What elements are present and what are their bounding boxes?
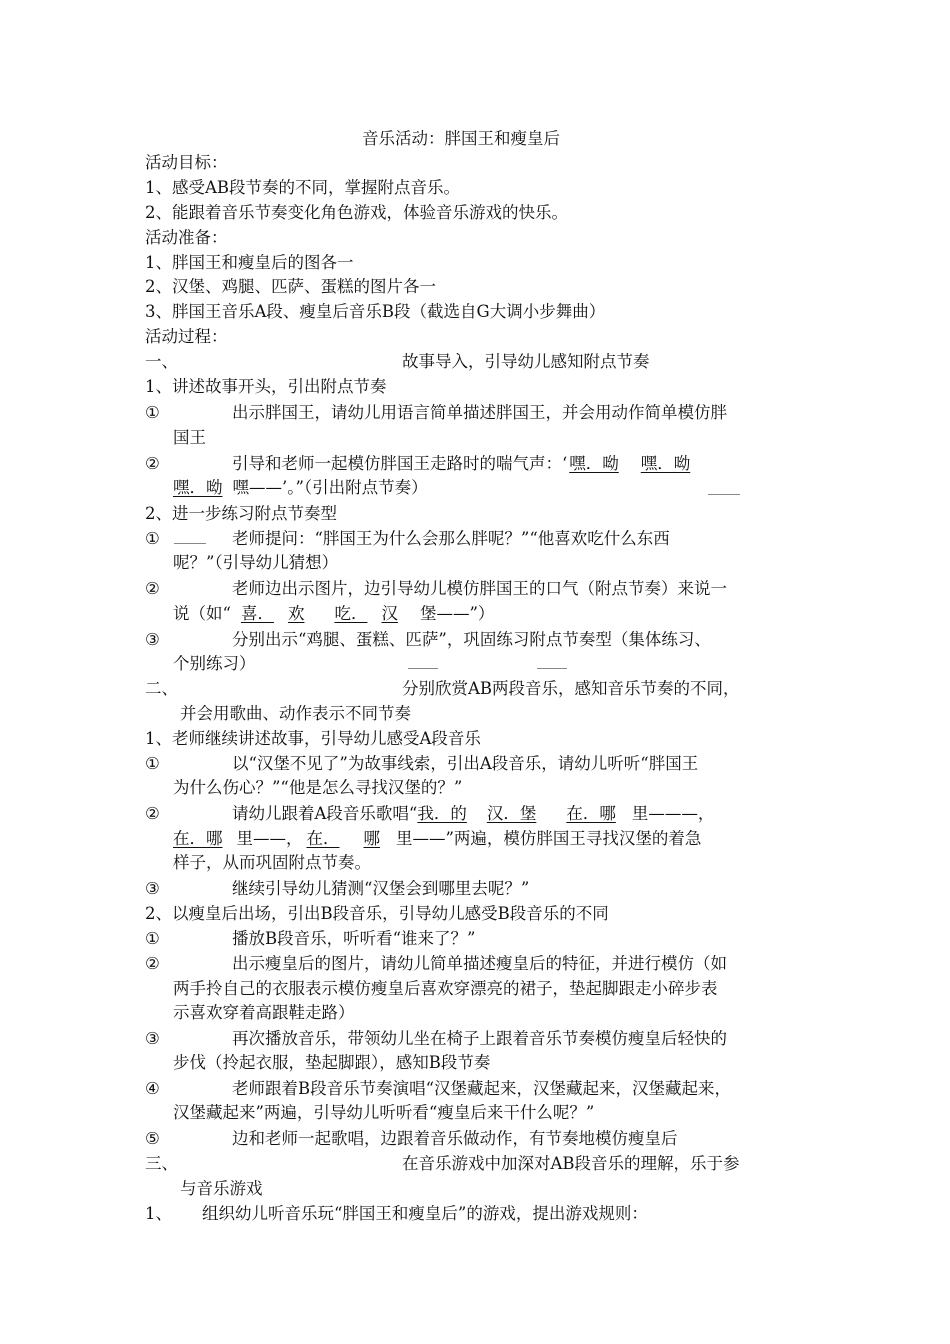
subsection-heading: 2、进一步练习附点节奏型 [145, 504, 337, 523]
step-text: 播放B段音乐，听听看“谁来了？” [232, 929, 476, 948]
step-number: ① [145, 929, 160, 948]
step-text-continued: 样子，从而巩固附点节奏。 [173, 853, 371, 872]
step-number: ① [145, 529, 160, 548]
step-text: 出示瘦皇后的图片，请幼儿简单描述瘦皇后的特征，并进行模仿（如 [232, 954, 727, 973]
goal-item: 1、感受AB段节奏的不同，掌握附点音乐。 [145, 178, 461, 197]
section-heading-continued: 并会用歌曲、动作表示不同节奏 [180, 704, 411, 723]
rhythm-underlined: 汉．堡 [486, 804, 537, 823]
step-text-part: 里——”两遍，模仿胖国王寻找汉堡的着急 [396, 829, 702, 848]
step-text-continued: 为什么伤心？”“他是怎么寻找汉堡的？” [173, 778, 463, 797]
process-heading: 活动过程： [145, 327, 228, 346]
step-number: ③ [145, 879, 160, 898]
rhythm-underlined: 我．的 [417, 804, 467, 823]
step-text-part: 请幼儿跟着A段音乐歌唱“ [232, 804, 418, 823]
step-text-continued: 国王 [173, 428, 206, 447]
subsection-heading: 1、讲述故事开头，引出附点节奏 [145, 377, 387, 396]
blank-line [708, 494, 740, 495]
step-text: 出示胖国王，请幼儿用语言简单描述胖国王，并会用动作简单模仿胖 [232, 403, 727, 422]
step-text-continued: 汉堡藏起来”两遍，引导幼儿听听看“瘦皇后来干什么呢？” [173, 1103, 595, 1122]
step-text: 组织幼儿听音乐玩“胖国王和瘦皇后”的游戏，提出游戏规则： [202, 1204, 648, 1223]
blank-line [408, 668, 438, 669]
step-text-part: ：“胖国王为什么会那么胖呢？”“他喜欢吃什么东西 [298, 529, 670, 548]
step-text-continued [173, 603, 494, 625]
step-number: ② [145, 804, 160, 823]
step-text-continued [173, 828, 701, 850]
prep-item: 2、汉堡、鸡腿、匹萨、蛋糕的图片各一 [145, 277, 436, 296]
rhythm-underlined: 喜． [240, 604, 274, 623]
rhythm-underlined: 嘿．呦 [173, 478, 223, 497]
section-heading-continued: 与音乐游戏 [180, 1179, 263, 1198]
prep-item: 1、胖国王和瘦皇后的图各一 [145, 253, 354, 272]
section-heading: 在音乐游戏中加深对AB段音乐的理解，乐于参 [402, 1154, 740, 1173]
rhythm-underlined: 在．哪 [173, 829, 223, 848]
rhythm-underlined: 嘿．呦 [640, 454, 691, 473]
rhythm-underlined: 吃． [334, 604, 368, 623]
blank-line [537, 668, 567, 669]
rhythm-underlined: 嘿．呦 [569, 454, 619, 473]
step-text: 继续引导幼儿猜测“汉堡会到哪里去呢？” [232, 879, 530, 898]
step-number: ④ [145, 1079, 160, 1098]
step-text: 边和老师一起歌唱，边跟着音乐做动作，有节奏地模仿瘦皇后 [232, 1129, 678, 1148]
step-text-part: 里———， [631, 804, 715, 823]
step-number: 1、 [145, 1204, 172, 1223]
prep-item: 3、胖国王音乐A段、瘦皇后音乐B段（截选自G大调小步舞曲） [145, 302, 606, 321]
step-number: ① [145, 754, 160, 773]
section-number: 二、 [145, 679, 178, 698]
step-text-continued [173, 477, 428, 499]
blank-line [174, 543, 206, 544]
subsection-heading: 1、老师继续讲述故事，引导幼儿感受A段音乐 [145, 729, 481, 748]
step-text-part: 说（如“ [173, 604, 231, 623]
section-number: 三、 [145, 1154, 178, 1173]
step-number: ② [145, 454, 160, 473]
step-text-part: 老师提问 [232, 529, 298, 548]
document-title: 音乐活动：胖国王和瘦皇后 [362, 129, 560, 148]
step-text [232, 528, 670, 550]
step-text-part: 堡——”） [419, 604, 495, 623]
rhythm-underlined: 在．哪 [566, 804, 616, 823]
step-text-continued: 个别练习） [173, 654, 256, 673]
step-text-continued: 示喜欢穿着高跟鞋走路） [173, 1003, 355, 1022]
subsection-heading: 2、以瘦皇后出场，引出B段音乐，引导幼儿感受B段音乐的不同 [145, 904, 609, 923]
rhythm-underlined: 欢 [287, 604, 305, 623]
step-number: ② [145, 954, 160, 973]
step-text: 以“汉堡不见了”为故事线索，引出A段音乐，请幼儿听听“胖国王 [232, 754, 699, 773]
goals-heading: 活动目标： [145, 153, 228, 172]
step-text: 老师边出示图片，边引导幼儿模仿胖国王的口气（附点节奏）来说一 [232, 579, 727, 598]
section-number: 一、 [145, 352, 178, 371]
step-text: 老师跟着B段音乐节奏演唱“汉堡藏起来，汉堡藏起来，汉堡藏起来， [232, 1079, 732, 1098]
prep-heading: 活动准备： [145, 228, 228, 247]
step-text-part: 引导和老师一起模仿胖国王走路时的喘气声：‘ [232, 454, 568, 473]
step-number: ③ [145, 1029, 160, 1048]
step-text [232, 803, 714, 825]
step-number: ② [145, 579, 160, 598]
step-text-part: 里——， [236, 829, 303, 848]
section-heading: 故事导入，引导幼儿感知附点节奏 [402, 352, 650, 371]
rhythm-underlined: 在． [306, 829, 340, 848]
step-text [232, 453, 690, 475]
rhythm-underlined: 汉 [381, 604, 398, 623]
step-text-part: 嘿——’。”（引出附点节奏） [232, 478, 428, 497]
step-number: ① [145, 403, 160, 422]
step-text-continued: 两手拎自己的衣服表示模仿瘦皇后喜欢穿漂亮的裙子，垫起脚跟走小碎步表 [173, 979, 718, 998]
step-number: ⑤ [145, 1129, 160, 1148]
goal-item: 2、能跟着音乐节奏变化角色游戏，体验音乐游戏的快乐。 [145, 203, 568, 222]
section-heading: 分别欣赏AB两段音乐，感知音乐节奏的不同， [402, 679, 740, 698]
step-text: 再次播放音乐，带领幼儿坐在椅子上跟着音乐节奏模仿瘦皇后轻快的 [232, 1029, 727, 1048]
step-text: 分别出示“鸡腿、蛋糕、匹萨”，巩固练习附点节奏型（集体练习、 [232, 630, 711, 649]
rhythm-underlined: 哪 [363, 829, 380, 848]
step-number: ③ [145, 630, 160, 649]
step-text-continued: 呢？”（引导幼儿猜想） [173, 553, 339, 572]
step-text-continued: 步伐（拎起衣服，垫起脚跟），感知B段节奏 [173, 1053, 491, 1072]
